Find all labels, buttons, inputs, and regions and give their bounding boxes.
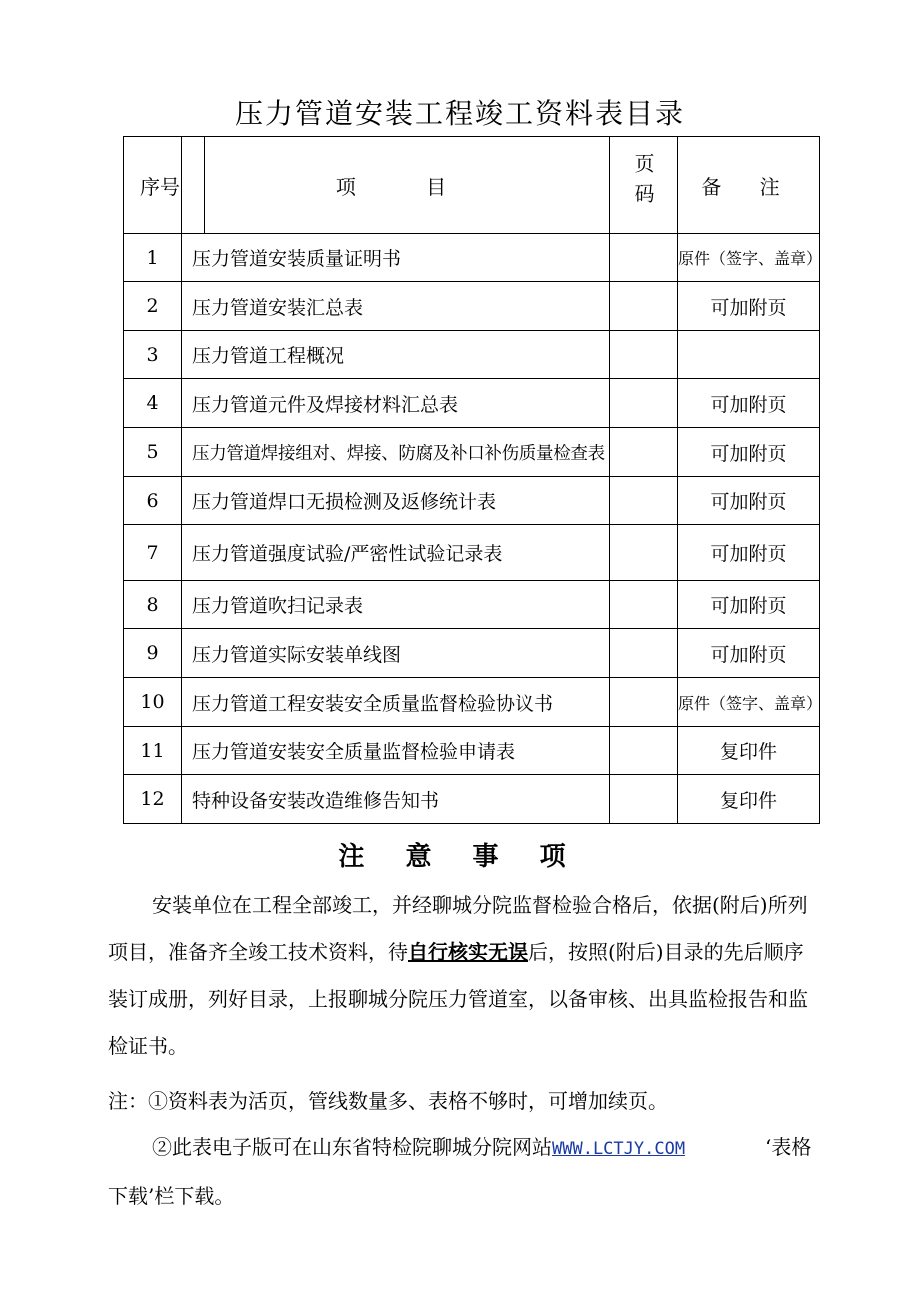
- table-row: [124, 331, 820, 379]
- row-seq: 10: [124, 678, 182, 727]
- row-item: 压力管道焊口无损检测及返修统计表: [182, 477, 610, 525]
- table-row: [124, 727, 820, 775]
- row-page: [610, 379, 678, 428]
- row-page: [610, 282, 678, 331]
- row-note: 原件（签字、盖章）: [678, 678, 820, 727]
- note-2-text-b: ‘表格下载’栏下载。: [108, 1135, 812, 1208]
- row-seq: 9: [124, 629, 182, 678]
- table-row: [124, 234, 820, 282]
- row-note: 可加附页: [678, 525, 820, 581]
- table-row: [124, 581, 820, 629]
- header-note: 备 注: [678, 137, 820, 234]
- table-row: [124, 775, 820, 824]
- row-seq: 6: [124, 477, 182, 525]
- row-page: [610, 629, 678, 678]
- row-page: [610, 331, 678, 379]
- row-note: [678, 331, 820, 379]
- contents-table: [123, 136, 823, 824]
- header-page: [610, 137, 678, 234]
- row-note: 可加附页: [678, 379, 820, 428]
- notice-text-b: 后，按照(附后)目录的先后顺序装订成册，列好目录，上报聊城分院压力管道室，以备审核、出具监检报告和监检证书。: [108, 940, 808, 1058]
- row-note: 可加附页: [678, 428, 820, 477]
- row-seq: 1: [124, 234, 182, 282]
- row-seq: 5: [124, 428, 182, 477]
- row-item: 压力管道工程安装安全质量监督检验协议书: [182, 678, 610, 727]
- row-note: 复印件: [678, 727, 820, 775]
- row-item: 压力管道吹扫记录表: [182, 581, 610, 629]
- row-note: 原件（签字、盖章）: [678, 234, 820, 282]
- notice-text-a: 安装单位在工程全部竣工，并经聊城分院监督检验合格后，依据(附后)所列项目，准备齐全竣工技术资料，待: [108, 893, 808, 964]
- row-page: [610, 477, 678, 525]
- note-2: [108, 1124, 820, 1220]
- row-seq: 3: [124, 331, 182, 379]
- notice-emphasis: 自行核实无误: [408, 940, 528, 964]
- notice-title: 注 意 事 项: [338, 842, 582, 872]
- row-seq: 8: [124, 581, 182, 629]
- row-page: [610, 234, 678, 282]
- row-note: 可加附页: [678, 629, 820, 678]
- row-note: 可加附页: [678, 581, 820, 629]
- note-2-text-a: ②此表电子版可在山东省特检院聊城分院网站: [152, 1135, 552, 1159]
- row-seq: 7: [124, 525, 182, 581]
- document-title: 压力管道安装工程竣工资料表目录: [234, 97, 685, 130]
- row-seq: 11: [124, 727, 182, 775]
- table-row: [124, 525, 820, 581]
- row-page: [610, 727, 678, 775]
- row-item: 压力管道元件及焊接材料汇总表: [182, 379, 610, 428]
- table-row: [124, 428, 820, 477]
- table-row: [124, 629, 820, 678]
- row-item: 压力管道安装安全质量监督检验申请表: [182, 727, 610, 775]
- note-1: 注：①资料表为活页，管线数量多、表格不够时，可增加续页。: [108, 1089, 668, 1113]
- row-page: [610, 775, 678, 824]
- row-item: 压力管道工程概况: [182, 331, 610, 379]
- row-item: 特种设备安装改造维修告知书: [182, 775, 610, 824]
- header-item: [182, 137, 610, 234]
- table-row: [124, 477, 820, 525]
- row-item: 压力管道强度试验/严密性试验记录表: [182, 525, 610, 581]
- table-row: [124, 282, 820, 331]
- header-seq: 序号: [124, 137, 182, 234]
- table-row: [124, 678, 820, 727]
- row-page: [610, 525, 678, 581]
- table-row: [124, 379, 820, 428]
- row-item: 压力管道焊接组对、焊接、防腐及补口补伤质量检查表: [182, 428, 610, 477]
- row-page: [610, 428, 678, 477]
- row-item: 压力管道实际安装单线图: [182, 629, 610, 678]
- notice-paragraph: [108, 882, 820, 1070]
- header-item-label: 项 目: [335, 174, 479, 199]
- row-page: [610, 581, 678, 629]
- row-seq: 4: [124, 379, 182, 428]
- row-item: 压力管道安装汇总表: [182, 282, 610, 331]
- row-note: 可加附页: [678, 477, 820, 525]
- website-link[interactable]: WWW.LCTJY.COM: [552, 1139, 686, 1159]
- row-page: [610, 678, 678, 727]
- row-seq: 2: [124, 282, 182, 331]
- table-header-row: [124, 137, 820, 234]
- header-page-label: 页码: [631, 152, 655, 213]
- row-note: 复印件: [678, 775, 820, 824]
- row-note: 可加附页: [678, 282, 820, 331]
- row-item: 压力管道安装质量证明书: [182, 234, 610, 282]
- row-seq: 12: [124, 775, 182, 824]
